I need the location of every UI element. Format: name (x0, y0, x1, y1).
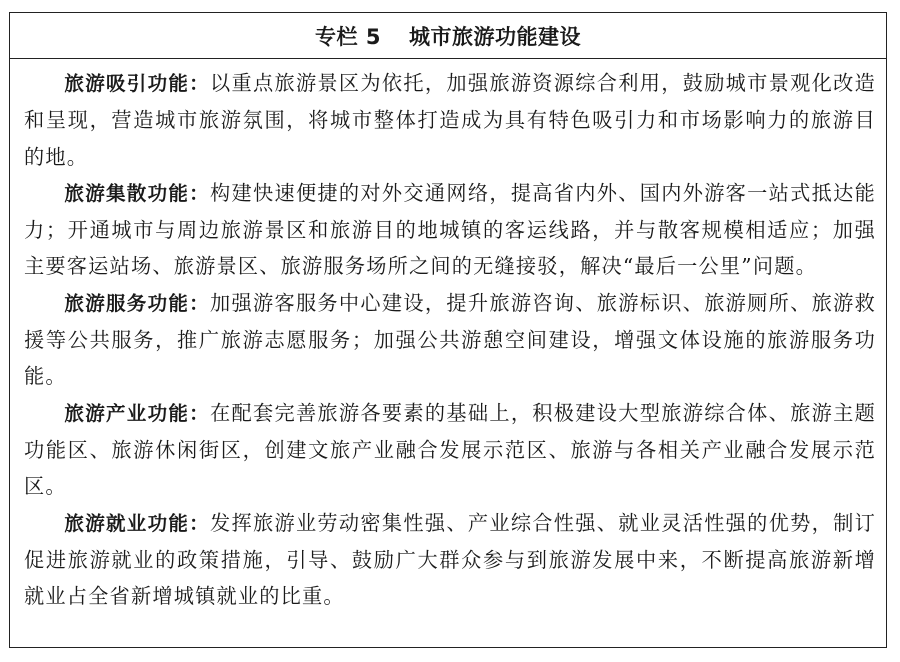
paragraph-text: 在配套完善旅游各要素的基础上，积极建设大型旅游综合体、旅游主题功能区、旅游休闲街区，创建文旅产业融合发展示范区、旅游与各相关产业融合发展示范区。 (24, 400, 876, 499)
paragraph-text: 以重点旅游景区为依托，加强旅游资源综合利用，鼓励城市景观化改造和呈现，营造城市旅游氛围，将城市整体打造成为具有特色吸引力和市场影响力的旅游目的地。 (24, 71, 876, 169)
paragraph-term: 旅游就业功能： (64, 511, 210, 535)
paragraph-tourism-employment (24, 505, 876, 615)
column-header (10, 13, 886, 59)
paragraph-term: 旅游服务功能： (64, 291, 210, 315)
paragraph-text: 发挥旅游业劳动密集性强、产业综合性强、就业灵活性强的优势，制订促进旅游就业的政策措施，引导、鼓励广大群众参与到旅游发展中来，不断提高旅游新增就业占全省新增城镇就业的比重。 (24, 510, 876, 609)
paragraph-term: 旅游集散功能： (64, 181, 210, 205)
column-content (10, 59, 886, 614)
column-box (9, 12, 887, 648)
column-title: 城市旅游功能建设 (408, 24, 581, 49)
paragraph-term: 旅游吸引功能： (64, 72, 210, 95)
paragraph-text: 构建快速便捷的对外交通网络，提高省内外、国内外游客一站式抵达能力；开通城市与周边旅游景区和旅游目的地城镇的客运线路，并与散客规模相适应；加强主要客运站场、旅游景区、旅游服务场所之间的无缝接驳，解决“最后一公里”问题。 (24, 180, 876, 279)
column-label: 专栏 5 (315, 24, 381, 49)
paragraph-text: 加强游客服务中心建设，提升旅游咨询、旅游标识、旅游厕所、旅游救援等公共服务，推广旅游志愿服务；加强公共游憩空间建设，增强文体设施的旅游服务功能。 (24, 290, 876, 389)
paragraph-tourism-service (24, 285, 876, 395)
paragraph-term: 旅游产业功能： (64, 401, 210, 425)
paragraph-tourism-attraction (24, 65, 876, 175)
paragraph-tourism-distribution (24, 175, 876, 285)
paragraph-tourism-industry (24, 395, 876, 505)
